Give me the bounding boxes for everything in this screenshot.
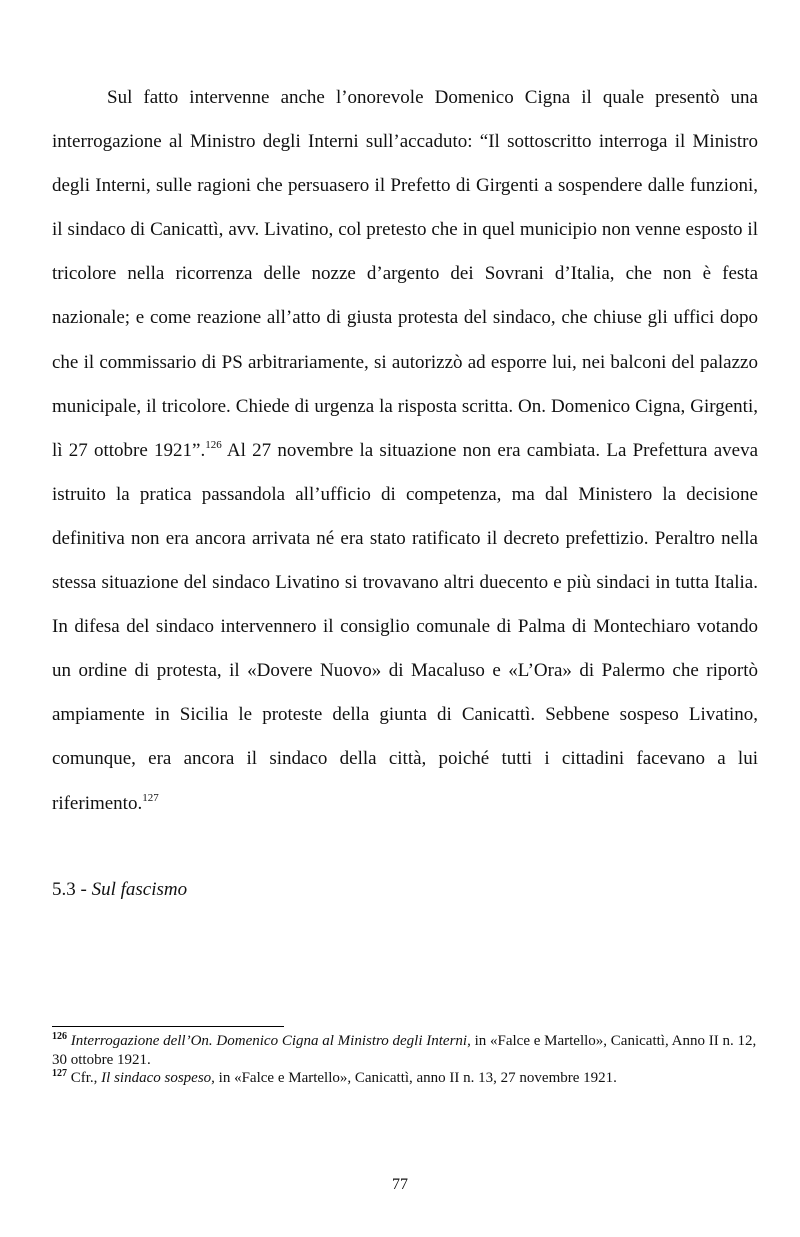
footnote-prefix: Cfr.,	[67, 1070, 102, 1087]
page-number: 77	[392, 1176, 408, 1193]
paragraph-text-part-2: Al 27 novembre la situazione non era cambiata. La Prefettura aveva istruito la pratica passandola all’ufficio di competenza, ma dal Ministero la decisione definitiva non era ancora arrivata né era stato ratificato il decreto prefettizio. Peraltro nella stessa situazione del sindaco Livatino si trovavano altri duecento e più sindaci in tutta Italia. In difesa del sindaco intervennero il consiglio comunale di Palma di Montechiaro votando un ordine di protesta, il «Dovere Nuovo» di Macaluso e «L’Ora» di Palermo che riportò ampiamente in Sicilia le proteste della giunta di Canicattì. Sebbene sospeso Livatino, comunque, era ancora il sindaco della città, poiché tutti i cittadini facevano a lui riferimento.	[52, 439, 759, 814]
footnote-reference-126[interactable]: 126	[205, 438, 222, 451]
footnote-title: Interrogazione dell’On. Domenico Cigna al Ministro degli Interni	[70, 1033, 468, 1049]
footnote-separator	[52, 1026, 284, 1027]
body-paragraph	[52, 76, 758, 826]
footnote-number: 126	[52, 1031, 67, 1042]
footnote-number: 127	[52, 1068, 67, 1080]
footnotes	[52, 1032, 758, 1088]
paragraph-text-part-1: Sul fatto intervenne anche l’onorevole Domenico Cigna il quale presentò una interrogazione al Ministro degli Interni sull’accaduto: “Il sottoscritto interroga il Ministro degli Interni, sulle ragioni che persuasero il Prefetto di Girgenti a sospendere dalle funzioni, il sindaco di Canicattì, avv. Livatino, col pretesto che in quel municipio non venne esposto il tricolore nella ricorrenza delle nozze d’argento dei Sovrani d’Italia, che non è festa nazionale; e come reazione all’atto di giusta protesta del sindaco, che chiuse gli uffici dopo che il commissario di PS arbitrariamente, si autorizzò ad esporre lui, nei balconi del palazzo municipale, il tricolore. Chiede di urgenza la risposta scritta. On. Domenico Cigna, Girgenti, lì 27 ottobre 1921”.	[52, 87, 758, 461]
section-heading	[52, 876, 187, 904]
footnote-title: Il sindaco sospeso	[101, 1070, 212, 1087]
footnote-126	[52, 1032, 758, 1069]
footnote-source: , in «Falce e Martello», Canicattì, anno II n. 13, 27 novembre 1921.	[211, 1070, 617, 1087]
footnote-source: , in «Falce e Martello», Canicattì, Anno II n. 12, 30 ottobre 1921.	[52, 1033, 757, 1068]
footnote-127	[52, 1069, 758, 1088]
section-title: Sul fascismo	[91, 879, 188, 900]
footnote-reference-127[interactable]: 127	[142, 791, 159, 804]
section-number: 5.3 -	[52, 879, 92, 900]
